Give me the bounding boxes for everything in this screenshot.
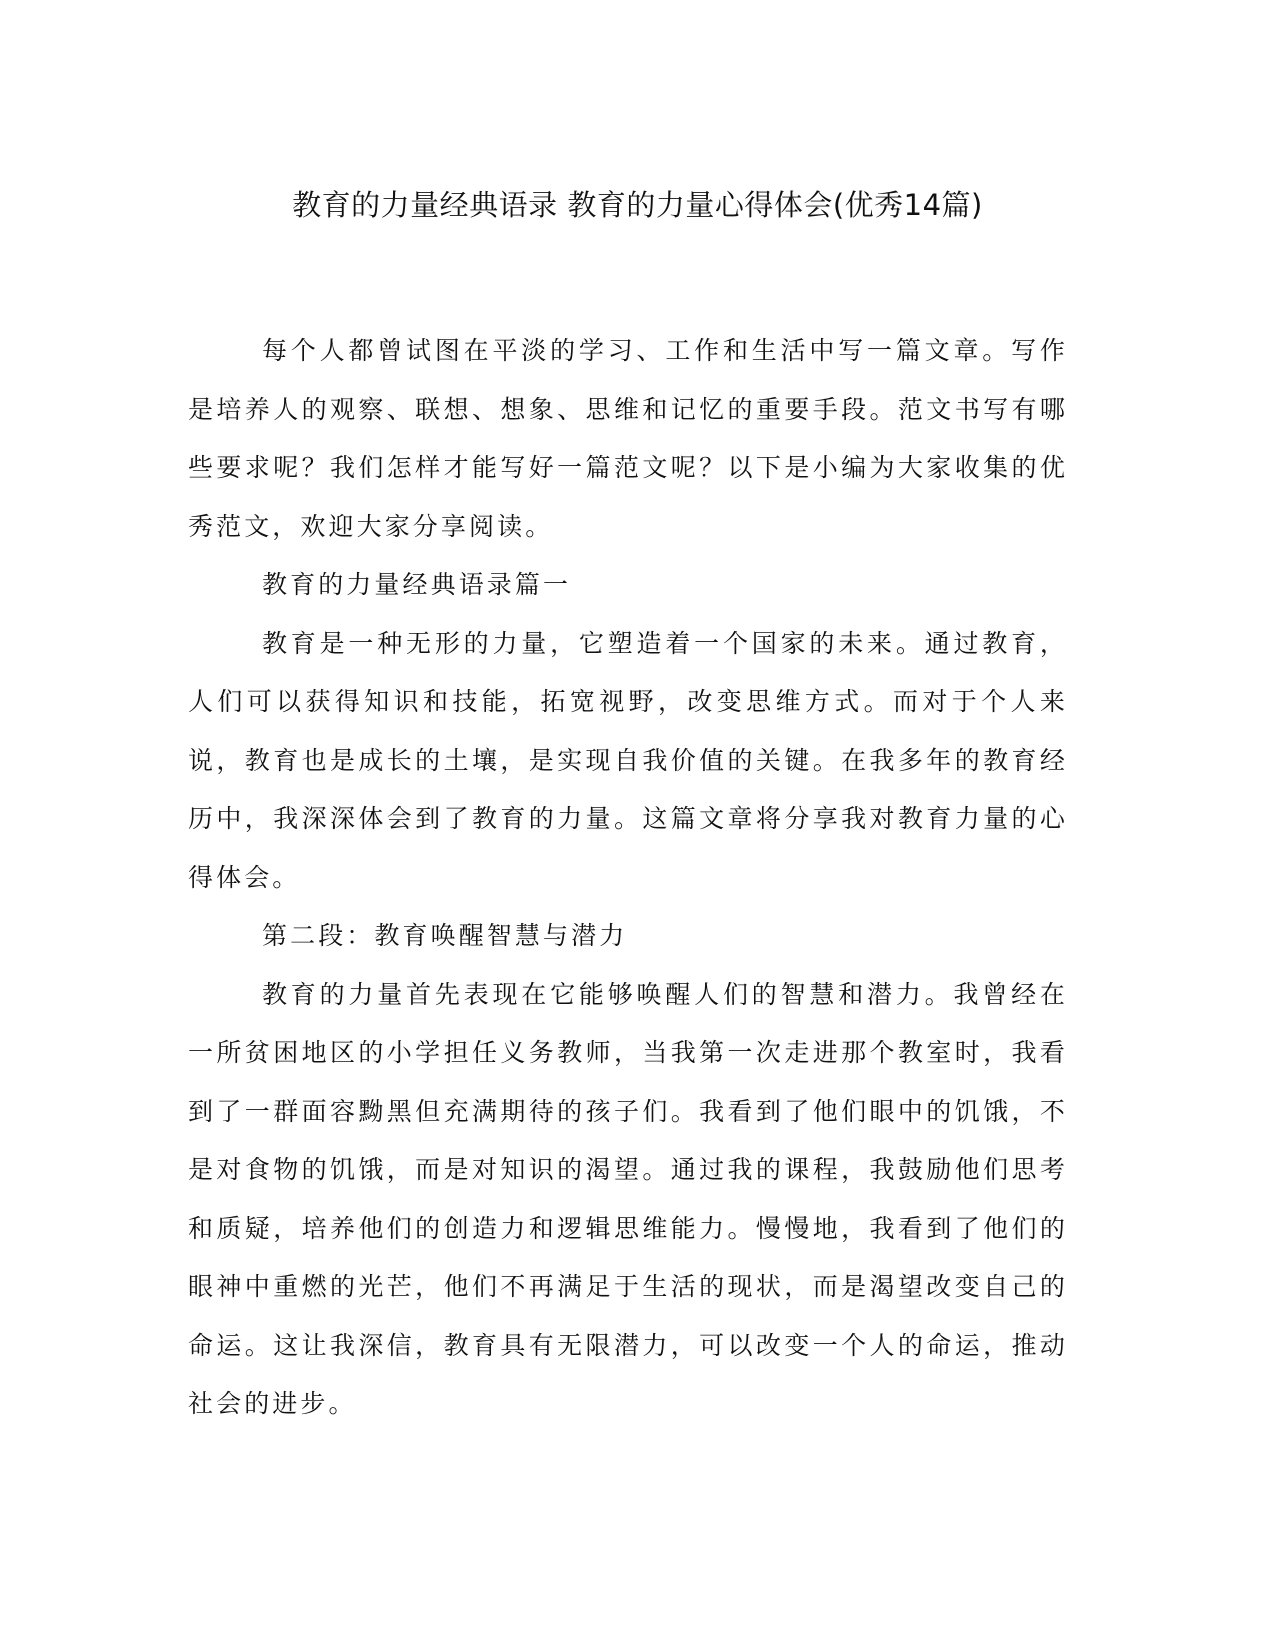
section-heading-second-paragraph: 第二段：教育唤醒智慧与潜力 [262, 921, 628, 950]
body-paragraph: 教育是一种无形的力量，它塑造着一个国家的未来。通过教育，人们可以获得知识和技能，拓宽视野，改变思维方式。而对于个人来说，教育也是成长的土壤，是实现自我价值的关键。在我多年的教育经历中，我深深体会到了教育的力量。这篇文章将分享我对教育力量的心得体会。 [188, 628, 1068, 892]
document-title: 教育的力量经典语录 教育的力量心得体会(优秀14篇) [292, 188, 983, 222]
document-body [188, 322, 1068, 1434]
section-heading-part-one: 教育的力量经典语录篇一 [262, 570, 572, 599]
intro-paragraph: 每个人都曾试图在平淡的学习、工作和生活中写一篇文章。写作是培养人的观察、联想、想象、思维和记忆的重要手段。范文书写有哪些要求呢？我们怎样才能写好一篇范文呢？以下是小编为大家收集的优秀范文，欢迎大家分享阅读。 [188, 336, 1068, 541]
body-paragraph: 教育的力量首先表现在它能够唤醒人们的智慧和潜力。我曾经在一所贫困地区的小学担任义务教师，当我第一次走进那个教室时，我看到了一群面容黝黑但充满期待的孩子们。我看到了他们眼中的饥饿，不是对食物的饥饿，而是对知识的渴望。通过我的课程，我鼓励他们思考和质疑，培养他们的创造力和逻辑思维能力。慢慢地，我看到了他们的眼神中重燃的光芒，他们不再满足于生活的现状，而是渴望改变自己的命运。这让我深信，教育具有无限潜力，可以改变一个人的命运，推动社会的进步。 [188, 979, 1068, 1418]
